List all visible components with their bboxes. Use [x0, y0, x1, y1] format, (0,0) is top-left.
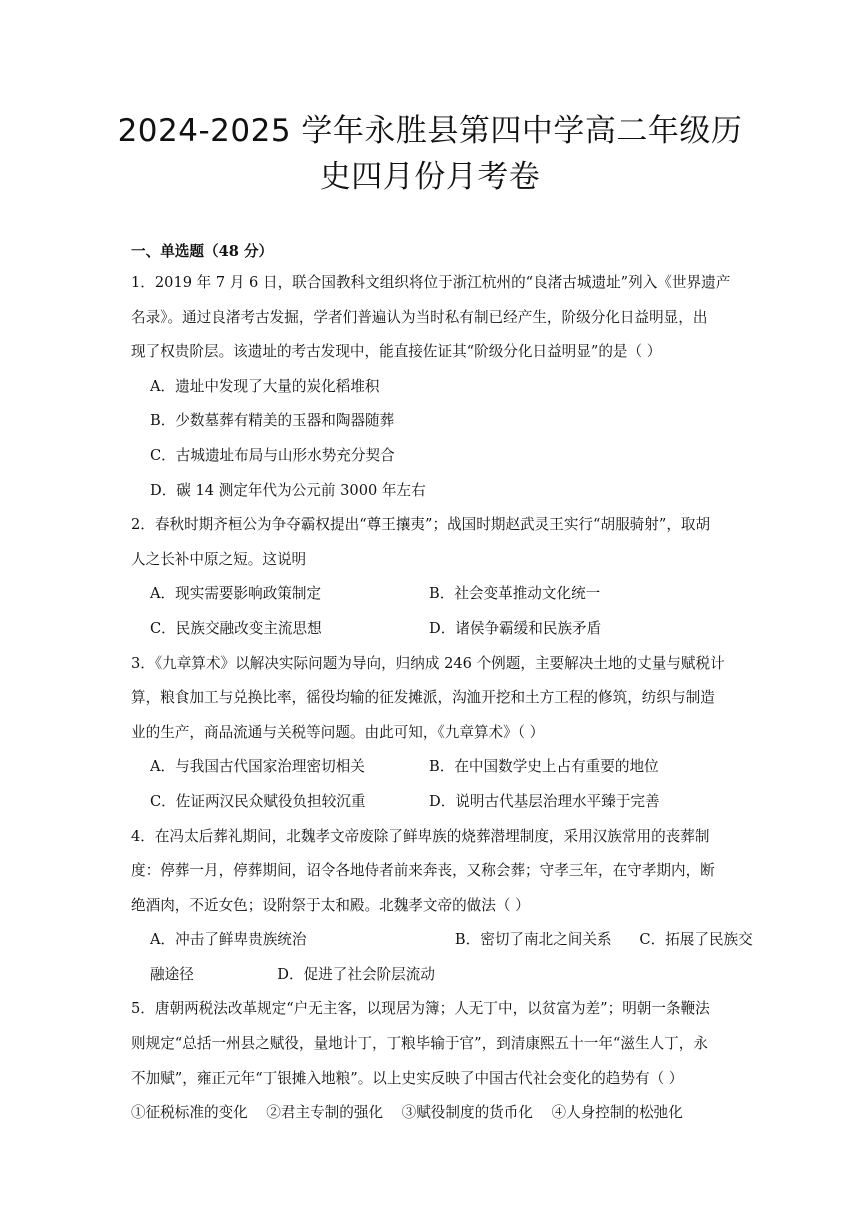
question-text: 现了权贵阶层。该遗址的考古发现中，能直接佐证其“阶级分化日益明显”的是（ ）: [131, 343, 662, 361]
question-1: [131, 266, 731, 508]
question-text: 1．2019 年 7 月 6 日，联合国教科文组织将位于浙江杭州的“良渚古城遗址”列入《世界遗产: [131, 274, 731, 291]
question-4: [131, 820, 753, 993]
option-row: [131, 785, 731, 820]
exam-content: [131, 238, 753, 1131]
title-line: 史四月份月考卷: [319, 159, 541, 195]
question-text: 度：停葬一月，停葬期间，诏令各地侍者前来奔丧，又称会葬；守孝三年，在守孝期内，断: [131, 862, 715, 880]
option-line: A．冲击了鲜卑贵族统治 B．密切了南北之间关系 C．拓展了民族交: [150, 931, 753, 949]
option-row: [131, 612, 731, 647]
question-text: 绝酒肉，不近女色；设附祭于太和殿。北魏孝文帝的做法（ ）: [131, 896, 530, 914]
option-c: C．古城遗址布局与山形水势充分契合: [150, 446, 395, 464]
question-text: 人之长补中原之短。这说明: [131, 550, 307, 568]
title-line: 2024-2025 学年永胜县第四中学高二年级历: [117, 113, 743, 149]
section-heading: 一、单选题（48 分）: [131, 243, 274, 260]
option-a: A．现实需要影响政策制定: [150, 585, 322, 603]
question-text: 4．在冯太后葬礼期间，北魏孝文帝废除了鲜卑族的烧葬潜埋制度，采用汉族常用的丧葬制: [131, 827, 710, 845]
option-d: D．碳 14 测定年代为公元前 3000 年左右: [150, 481, 426, 499]
option-c: C．民族交融改变主流思想: [150, 619, 322, 637]
page-title: [60, 108, 800, 200]
option-b: B．在中国数学史上占有重要的地位: [429, 758, 659, 776]
question-text: 2．春秋时期齐桓公为争夺霸权提出“尊王攘夷”；战国时期赵武灵王实行“胡服骑射”，取胡: [131, 516, 711, 534]
question-text: 名录》。通过良渚考古发掘，学者们普遍认为当时私有制已经产生，阶级分化日益明显，出: [131, 308, 708, 326]
question-text: 则规定“总括一州县之赋役，量地计丁，丁粮毕输于官”，到清康熙五十一年“滋生人丁，永: [131, 1035, 708, 1053]
option-row: [131, 750, 731, 785]
option-a: A．遗址中发现了大量的炭化稻堆积: [150, 377, 380, 395]
option-d: D．诸侯争霸缓和民族矛盾: [429, 619, 602, 637]
option-a: A．与我国古代国家治理密切相关: [150, 758, 365, 776]
question-5: [131, 992, 731, 1130]
option-b: B．社会变革推动文化统一: [429, 585, 601, 603]
question-text: 算，粮食加工与兑换比率，徭役均输的征发摊派，沟洫开挖和土方工程的修筑，纺织与制造: [131, 689, 715, 707]
option-line: 融途径 D．促进了社会阶层流动: [150, 965, 435, 983]
question-text: 不加赋”，雍正元年“丁银摊入地粮”。以上史实反映了中国古代社会变化的趋势有（ ）: [131, 1069, 684, 1087]
option-row: [131, 577, 731, 612]
question-2: [131, 508, 731, 646]
question-text: 3．《九章算术》以解决实际问题为导向，归纳成 246 个例题，主要解决土地的丈量与赋税计: [131, 654, 725, 672]
option-d: D．说明古代基层治理水平臻于完善: [429, 792, 660, 810]
option-b: B．少数墓葬有精美的玉器和陶器随葬: [150, 412, 395, 430]
question-text: 5．唐朝两税法改革规定“户无主客，以现居为簿；人无丁中，以贫富为差”；明朝一条鞭法: [131, 1000, 710, 1018]
question-3: [131, 647, 731, 820]
question-text: 业的生产，商品流通与关税等问题。由此可知，《九章算术》（ ）: [131, 723, 545, 741]
option-c: C．佐证两汉民众赋役负担较沉重: [150, 792, 366, 810]
statement-items: ①征税标准的变化 ②君主专制的强化 ③赋役制度的货币化 ④人身控制的松弛化: [131, 1104, 683, 1122]
